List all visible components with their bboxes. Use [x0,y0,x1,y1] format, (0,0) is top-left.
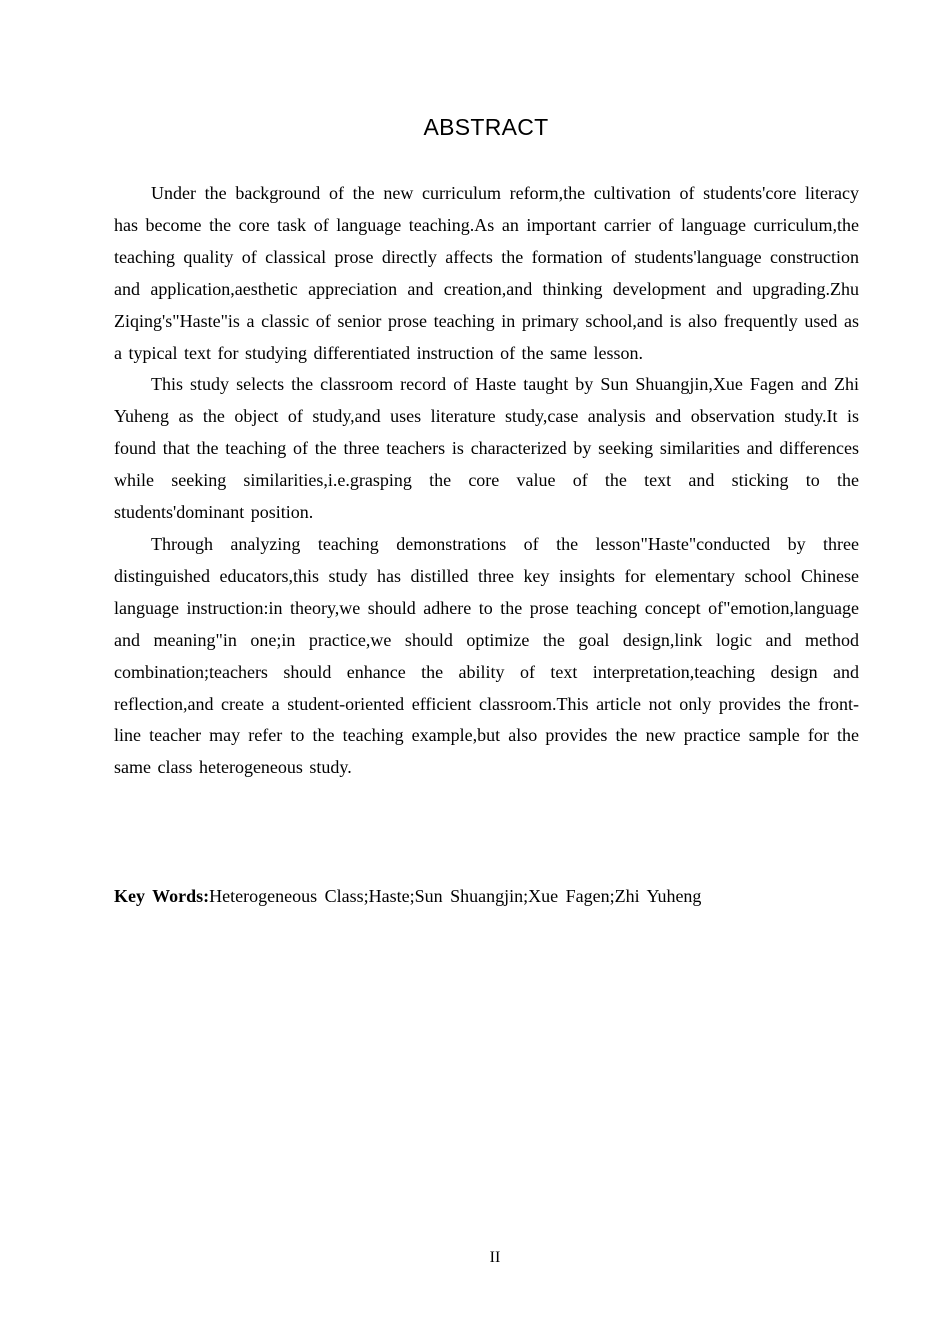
page-number: II [489,1249,501,1266]
keywords-text: Heterogeneous Class;Haste;Sun Shuangjin;Xue Fagen;Zhi Yuheng [209,886,702,906]
keywords-line [114,881,859,911]
abstract-paragraph-3: Through analyzing teaching demonstrations of the lesson"Haste"conducted by three distinguished educators,this study has distilled three key insights for elementary school Chinese language instruction:in theory,we should adhere to the prose teaching concept of"emotion,language and meaning"in one;in practice,we should optimize the goal design,link logic and method combination;teachers should enhance the ability of text interpretation,teaching design and reflection,and create a student-oriented efficient classroom.This article not only provides the front-line teacher may refer to the teaching example,but also provides the new practice sample for the same class heterogeneous study. [114,533,859,778]
abstract-paragraph-2: This study selects the classroom record of Haste taught by Sun Shuangjin,Xue Fagen and Zhi Yuheng as the object of study,and uses literature study,case analysis and observation study.It is found that the teaching of the three teachers is characterized by seeking similarities and differences while seeking similarities,i.e.grasping the core value of the text and sticking to the students'dominant position. [114,374,859,523]
abstract-body [114,178,859,784]
keywords-label: Key Words: [114,886,210,906]
abstract-title: ABSTRACT [423,114,549,140]
abstract-paragraph-1: Under the background of the new curriculum reform,the cultivation of students'core literacy has become the core task of language teaching.As an important carrier of language curriculum,the teaching quality of classical prose directly affects the formation of students'language construction and application,aesthetic appreciation and creation,and thinking development and upgrading.Zhu Ziqing's"Haste"is a classic of senior prose teaching in primary school,and is also frequently used as a typical text for studying differentiated instruction of the same lesson. [114,183,859,363]
